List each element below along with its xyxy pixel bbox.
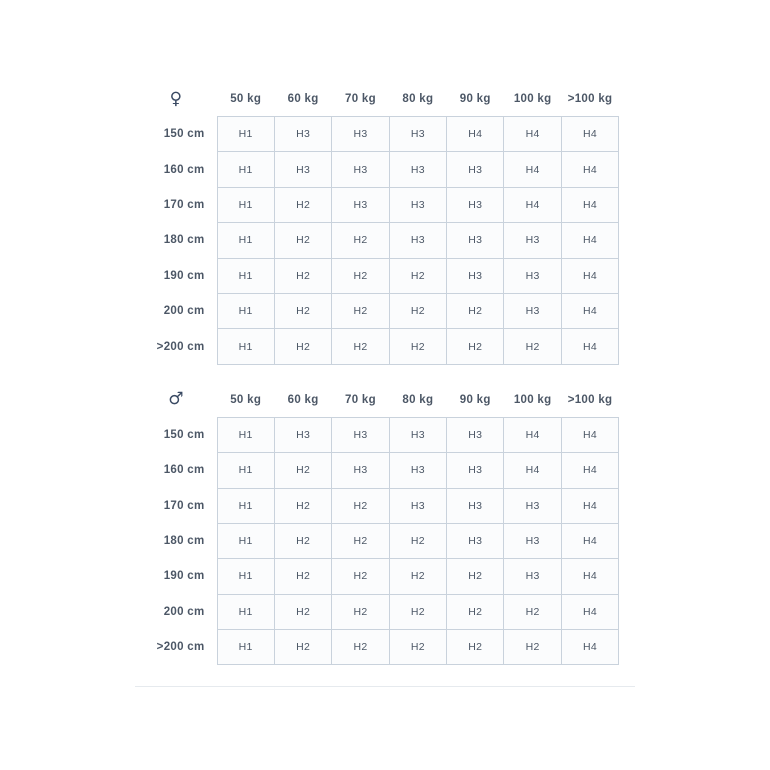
matrix-cell: H2 (447, 630, 504, 665)
matrix-cell: H4 (561, 559, 618, 594)
matrix-cell: H3 (332, 117, 389, 152)
matrix-cell: H3 (504, 523, 561, 558)
matrix-cell: H2 (389, 329, 446, 364)
matrix-cell: H2 (332, 630, 389, 665)
matrix-cell: H2 (447, 594, 504, 629)
table-row (135, 417, 619, 452)
matrix-cell: H2 (332, 559, 389, 594)
matrix-cell: H2 (274, 223, 331, 258)
matrix-cell: H2 (274, 258, 331, 293)
column-header: 60 kg (287, 93, 319, 105)
matrix-cell: H2 (447, 293, 504, 328)
matrix-cell: H4 (504, 152, 561, 187)
matrix-cell: H2 (389, 594, 446, 629)
matrix-cell: H1 (217, 559, 274, 594)
table-row (135, 258, 619, 293)
matrix-cell: H3 (504, 223, 561, 258)
matrix-cell: H2 (447, 559, 504, 594)
male-matrix-table (135, 383, 619, 666)
matrix-cell: H2 (389, 293, 446, 328)
table-row (135, 488, 619, 523)
matrix-cell: H3 (447, 152, 504, 187)
matrix-cell: H1 (217, 453, 274, 488)
column-header: 60 kg (287, 393, 319, 406)
matrix-cell: H3 (504, 488, 561, 523)
matrix-cell: H4 (504, 187, 561, 222)
matrix-cell: H3 (274, 152, 331, 187)
matrix-cell: H3 (389, 223, 446, 258)
matrix-cell: H2 (504, 594, 561, 629)
matrix-cell: H2 (332, 523, 389, 558)
matrix-cell: H3 (504, 559, 561, 594)
header-row (135, 82, 619, 117)
female-icon: ♀ (169, 88, 183, 109)
row-header: 180 cm (163, 535, 205, 548)
row-header: >200 cm (156, 641, 205, 654)
male-icon: ♂ (168, 389, 184, 410)
matrix-cell: H1 (217, 223, 274, 258)
row-header: 170 cm (163, 499, 205, 512)
matrix-cell: H2 (274, 488, 331, 523)
matrix-cell: H4 (561, 329, 618, 364)
column-header: 90 kg (459, 93, 491, 105)
column-header: >100 kg (567, 393, 613, 406)
table-row (135, 630, 619, 665)
matrix-cell: H3 (504, 293, 561, 328)
matrix-cell: H1 (217, 187, 274, 222)
male-matrix-body (135, 417, 619, 665)
matrix-cell: H2 (332, 223, 389, 258)
matrix-cell: H3 (389, 152, 446, 187)
matrix-cell: H4 (561, 117, 618, 152)
female-size-matrix (135, 82, 619, 365)
table-row (135, 293, 619, 328)
matrix-cell: H3 (389, 417, 446, 452)
matrix-cell: H3 (389, 453, 446, 488)
matrix-cell: H1 (217, 152, 274, 187)
row-header: 190 cm (163, 269, 205, 282)
female-icon-cell (135, 82, 217, 117)
matrix-cell: H1 (217, 594, 274, 629)
row-header: 200 cm (163, 605, 205, 618)
matrix-cell: H2 (389, 630, 446, 665)
matrix-cell: H4 (561, 453, 618, 488)
row-header: >200 cm (156, 340, 205, 353)
matrix-cell: H3 (332, 187, 389, 222)
matrix-cell: H3 (447, 417, 504, 452)
table-row (135, 559, 619, 594)
matrix-cell: H4 (561, 523, 618, 558)
matrix-cell: H1 (217, 329, 274, 364)
matrix-cell: H3 (274, 117, 331, 152)
matrix-cell: H4 (447, 117, 504, 152)
matrix-cell: H3 (274, 417, 331, 452)
row-header: 190 cm (163, 570, 205, 583)
table-row (135, 152, 619, 187)
female-matrix-body (135, 117, 619, 365)
table-row (135, 187, 619, 222)
row-header: 180 cm (163, 234, 205, 247)
matrix-cell: H3 (332, 152, 389, 187)
matrix-cell: H3 (447, 523, 504, 558)
matrix-cell: H2 (389, 559, 446, 594)
matrix-cell: H3 (389, 488, 446, 523)
column-header: 70 kg (345, 93, 376, 105)
matrix-cell: H4 (561, 152, 618, 187)
column-header: 50 kg (230, 93, 262, 105)
matrix-cell: H2 (274, 630, 331, 665)
row-header: 160 cm (163, 464, 205, 477)
matrix-cell: H1 (217, 117, 274, 152)
column-header: >100 kg (567, 93, 613, 105)
matrix-cell: H2 (504, 630, 561, 665)
matrix-cell: H3 (332, 417, 389, 452)
matrix-cell: H1 (217, 293, 274, 328)
row-header: 150 cm (163, 428, 205, 441)
footer-divider (135, 686, 635, 687)
matrix-cell: H2 (274, 453, 331, 488)
column-header: 50 kg (230, 393, 262, 406)
matrix-cell: H4 (561, 630, 618, 665)
matrix-cell: H3 (504, 258, 561, 293)
table-row (135, 117, 619, 152)
matrix-cell: H1 (217, 630, 274, 665)
matrix-cell: H3 (447, 488, 504, 523)
header-row (135, 383, 619, 418)
matrix-cell: H4 (561, 488, 618, 523)
male-icon-cell (135, 383, 217, 418)
matrix-cell: H3 (447, 453, 504, 488)
matrix-cell: H4 (561, 258, 618, 293)
matrix-cell: H1 (217, 258, 274, 293)
matrix-cell: H4 (561, 293, 618, 328)
matrix-cell: H2 (274, 329, 331, 364)
row-header: 200 cm (163, 305, 205, 318)
table-row (135, 453, 619, 488)
matrix-cell: H2 (332, 293, 389, 328)
row-header: 170 cm (163, 198, 205, 211)
matrix-cell: H4 (561, 594, 618, 629)
male-size-matrix (135, 383, 619, 666)
matrix-cell: H3 (447, 187, 504, 222)
column-header: 100 kg (513, 393, 552, 406)
matrix-cell: H2 (274, 523, 331, 558)
matrix-cell: H2 (274, 594, 331, 629)
matrix-cell: H2 (274, 187, 331, 222)
matrix-cell: H4 (561, 417, 618, 452)
matrix-cell: H2 (332, 329, 389, 364)
column-header: 80 kg (402, 393, 434, 406)
matrix-cell: H3 (332, 453, 389, 488)
row-header: 150 cm (163, 128, 205, 141)
matrix-cell: H1 (217, 523, 274, 558)
matrix-cell: H3 (447, 223, 504, 258)
matrix-cell: H2 (332, 594, 389, 629)
column-header: 100 kg (513, 93, 552, 105)
matrix-cell: H2 (389, 523, 446, 558)
matrix-cell: H3 (447, 258, 504, 293)
row-header: 160 cm (163, 163, 205, 176)
matrix-cell: H2 (447, 329, 504, 364)
matrix-cell: H4 (504, 453, 561, 488)
table-row (135, 329, 619, 364)
matrix-cell: H2 (504, 329, 561, 364)
matrix-cell: H4 (504, 117, 561, 152)
matrix-cell: H1 (217, 488, 274, 523)
female-matrix-table (135, 82, 619, 365)
matrix-cell: H2 (274, 559, 331, 594)
column-header: 80 kg (402, 93, 434, 105)
matrix-cell: H3 (389, 117, 446, 152)
matrix-cell: H2 (332, 488, 389, 523)
matrix-cell: H2 (332, 258, 389, 293)
column-header: 90 kg (459, 393, 491, 406)
matrix-cell: H4 (561, 223, 618, 258)
matrix-cell: H4 (504, 417, 561, 452)
male-matrix-header (135, 383, 619, 418)
column-header: 70 kg (345, 393, 376, 406)
table-row (135, 594, 619, 629)
matrix-cell: H4 (561, 187, 618, 222)
matrix-cell: H2 (389, 258, 446, 293)
table-row (135, 223, 619, 258)
matrix-cell: H2 (274, 293, 331, 328)
matrix-cell: H3 (389, 187, 446, 222)
matrix-cell: H1 (217, 417, 274, 452)
female-matrix-header (135, 82, 619, 117)
table-row (135, 523, 619, 558)
